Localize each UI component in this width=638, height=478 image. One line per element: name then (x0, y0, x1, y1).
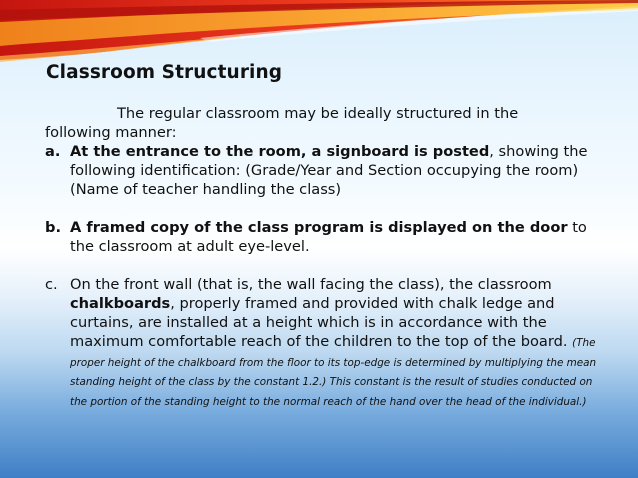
list-item-c (45, 275, 605, 410)
item-bold-text: At the entrance to the room, a signboard is posted (70, 143, 490, 160)
list-marker: b. (45, 219, 61, 236)
item-note: (The proper height of the chalkboard from the floor to its top-edge is determined by multiplying the mean standing height of the class by the constant 1.2.) This constant is the result of studies conducted on the portion of the standing height to the normal reach of the hand over the head of the individual.) (70, 337, 597, 408)
item-text: to the classroom at adult eye-level. (70, 219, 587, 255)
item-bold-text: chalkboards (70, 295, 171, 312)
intro-line-2: following manner: (45, 124, 177, 141)
slide-body (45, 104, 605, 410)
slide-title: Classroom Structuring (46, 62, 283, 83)
item-text: On the front wall (that is, the wall facing the class), the classroom (70, 276, 552, 293)
intro-paragraph (45, 104, 605, 142)
intro-line-1: The regular classroom may be ideally structured in the (117, 105, 519, 122)
list-item-b (45, 218, 605, 256)
list-marker: c. (45, 276, 58, 293)
list-item-a (45, 142, 605, 199)
item-bold-text: A framed copy of the class program is displayed on the door (70, 219, 568, 236)
item-text: , showing the following identification: (Grade/Year and Section occupying the room) (Name of teacher handling the class) (70, 143, 588, 198)
item-text: , properly framed and provided with chalk ledge and curtains, are installed at a height which is in accordance with the maximum comfortable reach of the children to the top of the board. (70, 295, 568, 350)
list-marker: a. (45, 143, 61, 160)
decorative-swoosh (0, 0, 638, 70)
